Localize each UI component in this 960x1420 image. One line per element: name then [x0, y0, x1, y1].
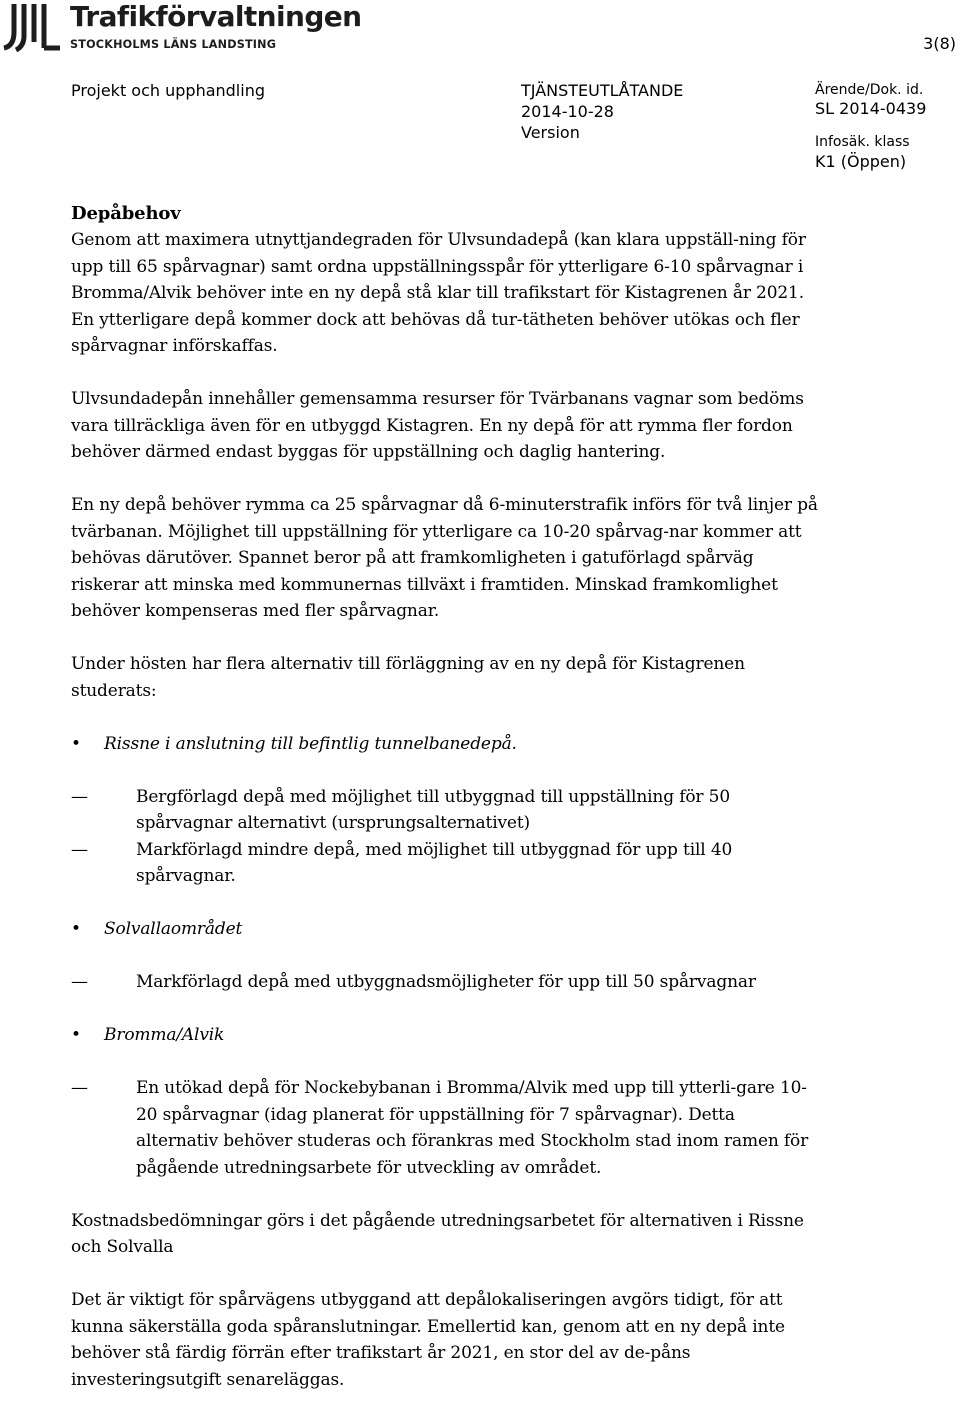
org-name: Trafikförvaltningen — [70, 0, 362, 33]
alternative-bromma-alvik-options — [71, 1075, 821, 1181]
alternative-title: Bromma/Alvik — [104, 1025, 225, 1045]
dash-icon: — — [71, 972, 88, 992]
org-subtitle: STOCKHOLMS LÄNS LANDSTING — [70, 38, 277, 51]
header-department: Projekt och upphandling — [71, 81, 265, 100]
list-item: — Markförlagd depå med utbyggnadsmöjligheter för upp till 50 spårvagnar — [71, 969, 821, 996]
alternative-rissne — [71, 731, 821, 758]
alternative-title: Solvallaområdet — [104, 919, 243, 939]
dash-icon: — — [71, 786, 88, 807]
list-item: — En utökad depå för Nockebybanan i Bromma/Alvik med upp till ytterli-gare 10-20 spårvagnar (idag planerat för uppställning för 7 spårvagnar). Detta alternativ behöver studeras och förankras med Stockholm stad inom ramen för pågående utredningsarbete för utveckling av området. — [71, 1075, 821, 1181]
list-item: — Bergförlagd depå med möjlighet till utbyggnad till uppställning för 50 spårvagnar alternativt (ursprungsalternativet) — [71, 784, 821, 837]
header-date: 2014-10-28 — [521, 102, 614, 121]
alternative-solvalla — [71, 916, 821, 943]
dash-icon: — — [71, 839, 88, 860]
paragraph-5: Kostnadsbedömningar görs i det pågående utredningsarbetet för alternativen i Rissne och Solvalla — [71, 1210, 804, 1257]
paragraph-2: Ulvsundadepån innehåller gemensamma resurser för Tvärbanans vagnar som bedöms vara tillräckliga även för en utbyggd Kistagren. En ny depå för att rymma fler fordon behöver därmed endast byggas för uppställning och daglig hantering. — [71, 389, 804, 462]
header-case-id: SL 2014-0439 — [815, 99, 927, 118]
list-item: — Markförlagd mindre depå, med möjlighet till utbyggnad för upp till 40 spårvagnar. — [71, 837, 821, 890]
header-version-label: Version — [521, 123, 580, 142]
paragraph-1: Genom att maximera utnyttjandegraden för Ulvsundadepå (kan klara uppställ-ning för upp till 65 spårvagnar) samt ordna uppställningsspår för ytterligare 6-10 spårvagnar i Bromma/Alvik behöver inte en ny depå stå klar till trafikstart för Kistagrenen år 2021. En ytterligare depå kommer dock att behövas då tur-tätheten behöver utökas och fler spårvagnar införskaffas. — [71, 230, 806, 356]
paragraph-4: Under hösten har flera alternativ till förläggning av en ny depå för Kistagrenen studerats: — [71, 654, 745, 701]
bullet-icon: • — [71, 919, 81, 939]
alternative-solvalla-options — [71, 969, 821, 996]
alternative-rissne-options — [71, 784, 821, 890]
page-number: 3(8) — [923, 34, 956, 53]
paragraph-6: Det är viktigt för spårvägens utbyggand att depålokaliseringen avgörs tidigt, för att kunna säkerställa goda spåranslutningar. Emellertid kan, genom att en ny depå inte behöver stå färdig förrän efter trafikstart år 2021, en stor del av de-påns investeringsutgift senareläggas. — [71, 1290, 785, 1390]
org-logo — [2, 0, 362, 52]
alternative-bromma-alvik — [71, 1022, 821, 1049]
bullet-icon: • — [71, 1025, 81, 1045]
alternative-title: Rissne i anslutning till befintlig tunnelbanedepå. — [104, 733, 517, 754]
dash-icon: — — [71, 1078, 88, 1098]
logo-mark-icon — [2, 2, 66, 52]
header-case-label: Ärende/Dok. id. — [815, 82, 924, 98]
header-doc-type: TJÄNSTEUTLÅTANDE — [521, 81, 684, 100]
header-class-value: K1 (Öppen) — [815, 152, 907, 171]
section-heading: Depåbehov — [71, 203, 181, 224]
paragraph-3: En ny depå behöver rymma ca 25 spårvagnar då 6-minuterstrafik införs för två linjer på tvärbanan. Möjlighet till uppställning för ytterligare ca 10-20 spårvag-nar kommer att behövas därutöver. Spannet beror på att framkomligheten i gatuförlagd spårväg riskerar att minska med kommunernas tillväxt i framtiden. Minskad framkomlighet behöver kompenseras med fler spårvagnar. — [71, 495, 818, 621]
document-body — [71, 200, 821, 1420]
header-class-label: Infosäk. klass — [815, 134, 910, 150]
bullet-icon: • — [71, 733, 81, 754]
